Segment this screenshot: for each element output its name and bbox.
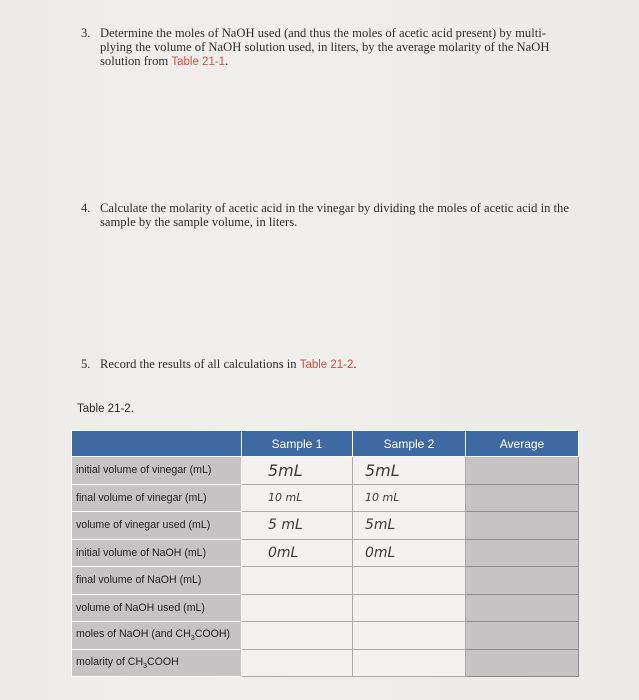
header-sample-2: Sample 2 <box>353 431 466 457</box>
average-cell[interactable] <box>466 539 579 567</box>
table-row <box>72 457 579 485</box>
table-row <box>72 539 579 567</box>
handwritten-value: 5mL <box>268 460 303 480</box>
sample-2-cell[interactable] <box>353 457 466 485</box>
row-label: final volume of vinegar (mL) <box>72 484 242 512</box>
question-line: plying the volume of NaOH solution used, in liters, by the average molarity of the NaOH <box>100 40 550 54</box>
question-text <box>100 357 357 372</box>
question-text <box>100 26 549 69</box>
question-line-text: solution from <box>100 54 172 68</box>
punctuation: . <box>353 357 357 371</box>
handwritten-value: 5mL <box>365 460 400 480</box>
row-label: initial volume of vinegar (mL) <box>72 457 242 485</box>
results-table <box>71 430 579 677</box>
handwritten-value: 10 mL <box>268 491 303 505</box>
sample-2-cell[interactable] <box>353 539 466 567</box>
row-label: volume of vinegar used (mL) <box>72 512 242 540</box>
table-row <box>72 622 579 650</box>
handwritten-value: 10 mL <box>365 491 400 505</box>
question-text <box>100 201 569 229</box>
label-text: moles of NaOH (and CH <box>76 628 191 641</box>
sample-2-cell[interactable] <box>353 594 466 622</box>
row-label: initial volume of NaOH (mL) <box>72 539 242 567</box>
table-row <box>72 649 579 677</box>
label-text: COOH <box>147 655 179 668</box>
sample-1-cell[interactable] <box>242 539 353 567</box>
table-row <box>72 594 579 622</box>
subscript: 3 <box>143 662 148 670</box>
handwritten-value: 0mL <box>365 544 396 561</box>
handwritten-value: 0mL <box>268 544 299 561</box>
question-line-text: Record the results of all calculations in <box>100 357 300 371</box>
sample-2-cell[interactable] <box>353 622 466 650</box>
row-label <box>72 649 242 677</box>
row-label: final volume of NaOH (mL) <box>72 567 242 595</box>
average-cell[interactable] <box>466 512 579 540</box>
sample-2-cell[interactable] <box>353 567 466 595</box>
table-header-row <box>72 431 579 457</box>
question-line <box>100 54 549 69</box>
handwritten-value: 5 mL <box>268 517 303 534</box>
table-row <box>72 512 579 540</box>
average-cell[interactable] <box>466 457 579 485</box>
table-row <box>72 567 579 595</box>
table-reference-link[interactable]: Table 21-1 <box>171 56 226 68</box>
sample-2-cell[interactable] <box>353 649 466 677</box>
header-average: Average <box>466 431 579 457</box>
question-line <box>100 357 357 372</box>
question-line: Calculate the molarity of acetic acid in the vinegar by dividing the moles of acetic acid in the <box>100 201 569 215</box>
average-cell[interactable] <box>466 649 579 677</box>
handwritten-value: 5mL <box>365 517 396 534</box>
punctuation: . <box>225 54 229 68</box>
average-cell[interactable] <box>466 594 579 622</box>
table-caption: Table 21-2. <box>77 403 134 415</box>
sample-2-cell[interactable] <box>353 484 466 512</box>
row-label: volume of NaOH used (mL) <box>72 594 242 622</box>
label-text: COOH) <box>194 628 231 641</box>
sample-1-cell[interactable] <box>242 594 353 622</box>
question-number: 3. <box>81 26 91 40</box>
header-sample-1: Sample 1 <box>242 431 353 457</box>
row-label <box>72 622 242 650</box>
sample-1-cell[interactable] <box>242 457 353 485</box>
average-cell[interactable] <box>466 567 579 595</box>
sample-1-cell[interactable] <box>242 622 353 650</box>
table-row <box>72 484 579 512</box>
question-number: 4. <box>81 201 91 215</box>
label-text: molarity of CH <box>76 655 144 668</box>
question-line: Determine the moles of NaOH used (and thus the moles of acetic acid present) by multi- <box>100 26 546 40</box>
average-cell[interactable] <box>466 484 579 512</box>
sample-1-cell[interactable] <box>242 484 353 512</box>
question-number: 5. <box>81 357 91 371</box>
sample-1-cell[interactable] <box>242 512 353 540</box>
subscript: 3 <box>190 635 195 643</box>
sample-1-cell[interactable] <box>242 649 353 677</box>
header-blank <box>72 431 242 457</box>
table-reference-link[interactable]: Table 21-2 <box>299 359 354 371</box>
average-cell[interactable] <box>466 622 579 650</box>
sample-2-cell[interactable] <box>353 512 466 540</box>
sample-1-cell[interactable] <box>242 567 353 595</box>
question-line: sample by the sample volume, in liters. <box>100 215 298 229</box>
